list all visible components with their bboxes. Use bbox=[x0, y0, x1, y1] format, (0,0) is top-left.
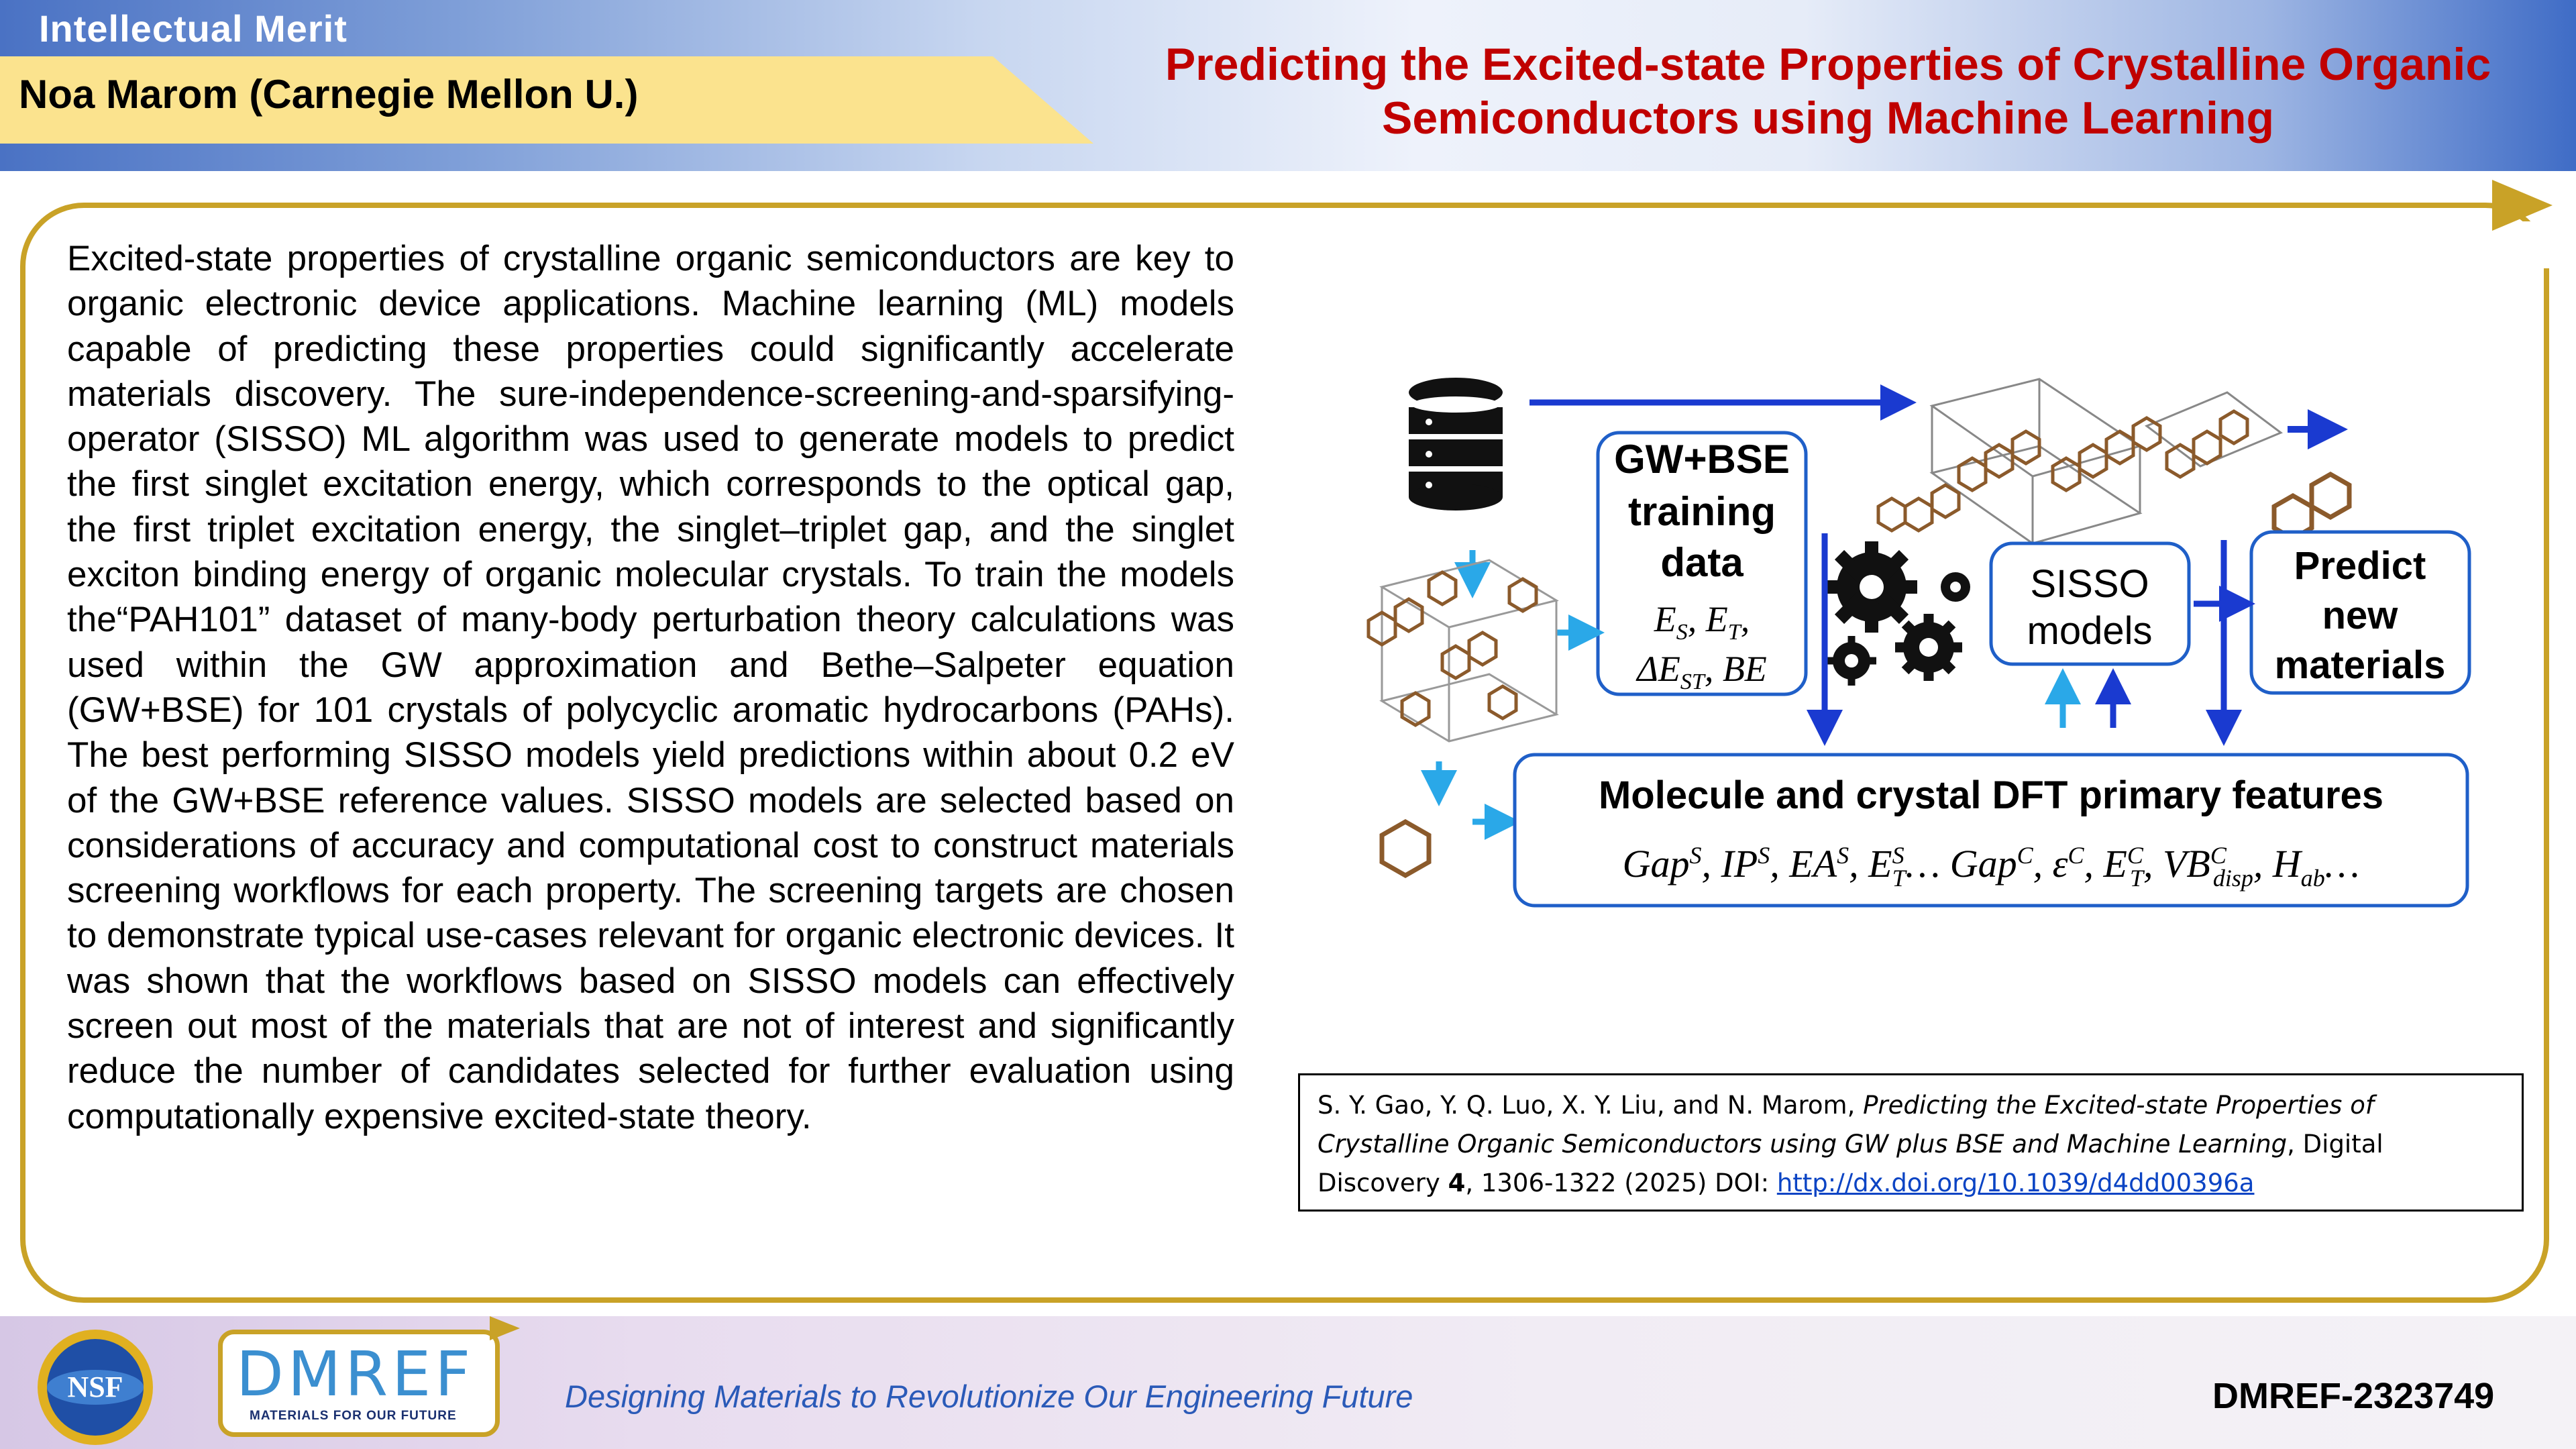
citation-pages: , 1306-1322 (2025) DOI: bbox=[1465, 1169, 1777, 1197]
gwbse-targets-line-2: $\Delta E_{ST}$, BE bbox=[1637, 649, 1767, 694]
svg-text:NSF: NSF bbox=[67, 1371, 123, 1403]
predict-line-1: Predict bbox=[2294, 544, 2426, 588]
footer-tagline: Designing Materials to Revolutionize Our Engineering Future bbox=[565, 1379, 1413, 1414]
citation-box bbox=[1298, 1073, 2524, 1212]
dmref-logo-subtitle: MATERIALS FOR OUR FUTURE bbox=[250, 1409, 457, 1423]
sisso-line-1: SISSO bbox=[2030, 562, 2149, 606]
gwbse-line-2: training bbox=[1628, 489, 1776, 534]
section-label: Intellectual Merit bbox=[39, 7, 347, 50]
predict-line-3: materials bbox=[2274, 643, 2446, 687]
citation-journal: , Digital Discovery bbox=[1318, 1130, 2383, 1197]
title-line-1: Predicting the Excited-state Properties of Crystalline Organic bbox=[1165, 39, 2491, 90]
predict-box bbox=[2251, 532, 2469, 693]
gwbse-targets-line-1: $E_S$, $E_T$, bbox=[1654, 599, 1750, 645]
citation-title: Predicting the Excited-state Properties of Crystalline Organic Semiconductors using GW plus BSE and Machine Learning bbox=[1318, 1091, 2374, 1159]
dmref-arrow-icon bbox=[490, 1316, 520, 1340]
database-icon bbox=[1409, 378, 1503, 511]
nsf-logo bbox=[35, 1327, 156, 1448]
pi-name: Noa Marom (Carnegie Mellon U.) bbox=[19, 72, 639, 117]
award-number: DMREF-2323749 bbox=[2212, 1376, 2495, 1416]
features-box bbox=[1515, 755, 2467, 906]
features-formula: Gap$^S$, $IP^S$, $EA^S$, $E^S$ T… Gap$^C$, $\varepsilon^C$, $E^C$ T, $VB^C$ disp, $H_{ab}\dots$ bbox=[1622, 842, 2360, 892]
gwbse-line-3: data bbox=[1660, 540, 1743, 585]
frame-arrow-icon bbox=[2492, 180, 2553, 231]
body-paragraph: Excited-state properties of crystalline organic semiconductors are key to organic electronic device applications. Machine learning (ML) models capable of predicting these properties could significantly accelerate materials discovery. The sure-independence-screening-and-sparsifying-operator (SISSO) ML algorithm was used to generate models to predict the first singlet excitation energy, which corresponds to the optical gap, the first triplet excitation energy, the singlet–triplet gap, and the singlet exciton binding energy of organic molecular crystals. To train the models the“PAH101” dataset of many-body perturbation theory calculations was used within the GW approximation and Bethe–Salpeter equation (GW+BSE) for 101 crystals of polycyclic aromatic hydrocarbons (PAHs). The best performing SISSO models yield predictions within about 0.2 eV of the GW+BSE reference values. SISSO models are selected based on considerations of accuracy and computational cost to construct materials screening workflows for each property. The screening targets are chosen to demonstrate typical use-cases relevant for organic electronic devices. It was shown that the workflows based on SISSO models can effectively screen out most of the materials that are not of interest and significantly reduce the number of candidates selected for further evaluation using computationally expensive excited-state theory. bbox=[67, 239, 1234, 1136]
citation-authors: S. Y. Gao, Y. Q. Luo, X. Y. Liu, and N. Marom, bbox=[1318, 1091, 1864, 1120]
gwbse-line-1: GW+BSE bbox=[1614, 437, 1790, 482]
gears-icon bbox=[1826, 541, 1970, 686]
molecule-image bbox=[2274, 474, 2349, 539]
features-title: Molecule and crystal DFT primary features bbox=[1598, 773, 2384, 817]
doi-link[interactable]: http://dx.doi.org/10.1039/d4dd00396a bbox=[1776, 1169, 2255, 1197]
unit-cell-image bbox=[1368, 560, 1556, 741]
sisso-box bbox=[1991, 543, 2189, 664]
page-title bbox=[1100, 38, 2556, 145]
title-line-2: Semiconductors using Machine Learning bbox=[1382, 93, 2274, 144]
crystal-structure-image bbox=[1878, 379, 2281, 543]
gwbse-box bbox=[1598, 433, 1806, 694]
citation-volume: 4 bbox=[1448, 1169, 1466, 1197]
predict-line-2: new bbox=[2322, 594, 2398, 637]
dmref-logo-text: DMREF bbox=[236, 1338, 475, 1410]
workflow-diagram bbox=[1355, 366, 2475, 909]
sisso-line-2: models bbox=[2027, 609, 2153, 653]
single-molecule-image bbox=[1382, 822, 1429, 875]
